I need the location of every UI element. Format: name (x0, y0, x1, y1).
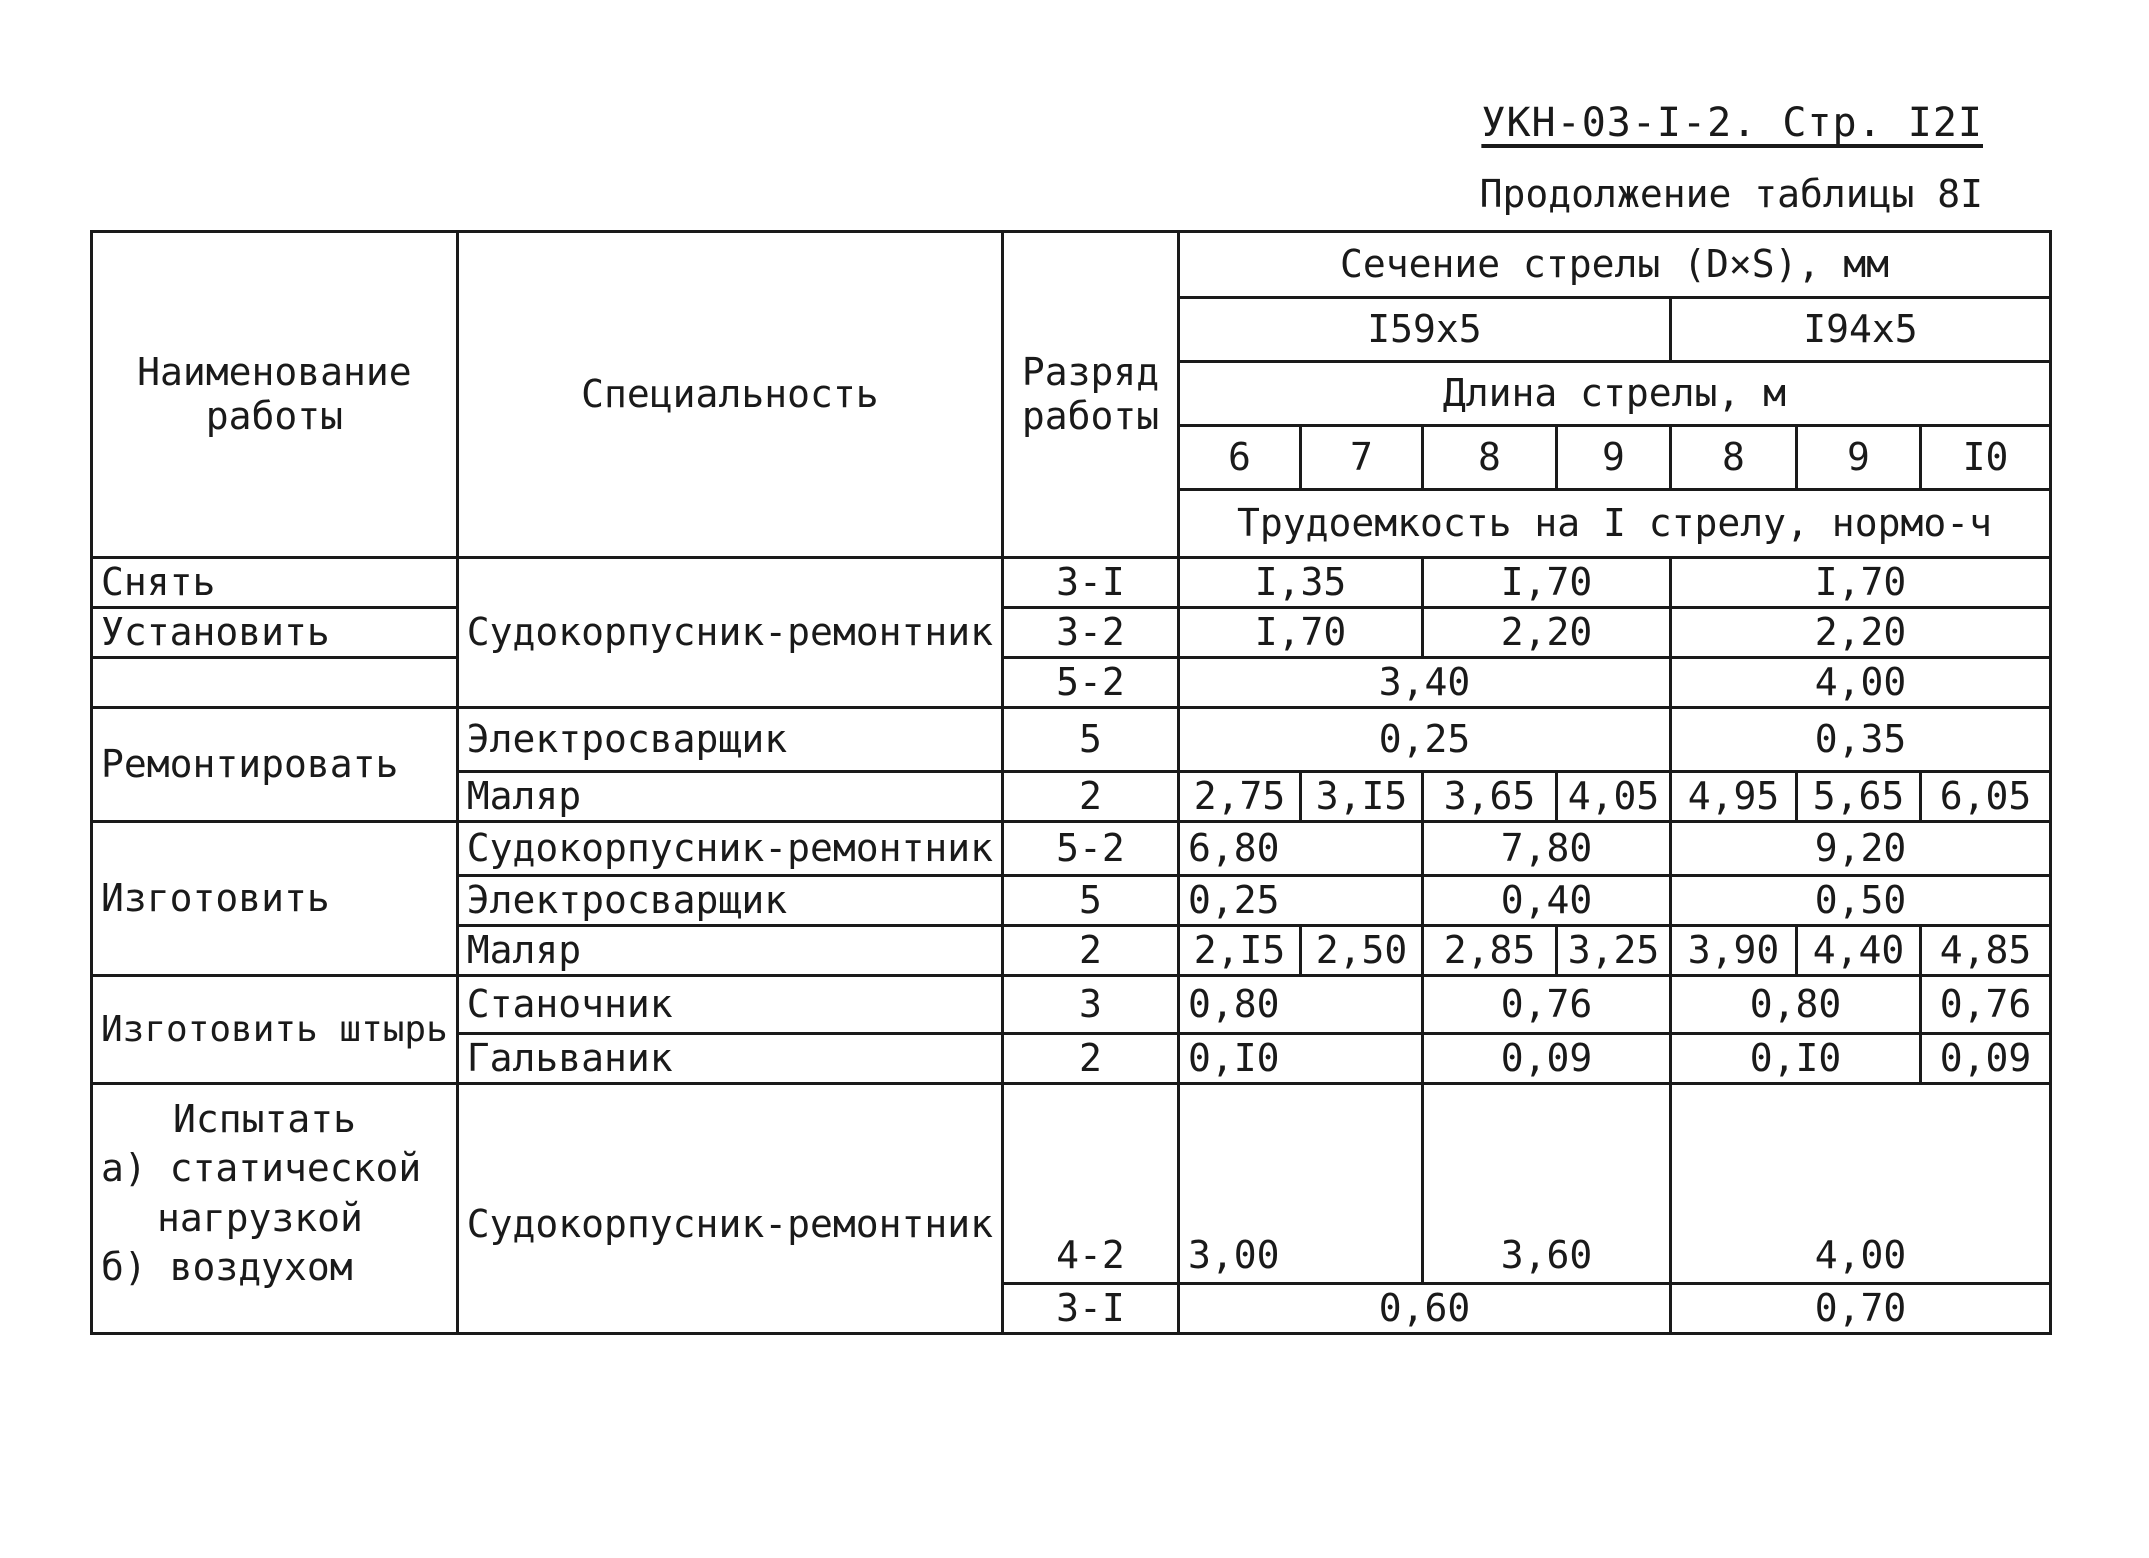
labor-value: 2,75 (1178, 772, 1300, 822)
labor-value: 0,I0 (1178, 1034, 1422, 1084)
labor-value: 2,20 (1422, 608, 1670, 658)
work-name: Изготовить (92, 822, 458, 976)
test-line: Испытать (173, 1097, 357, 1141)
grade: 3-I (1002, 1284, 1178, 1334)
labor-value: 0,I0 (1670, 1034, 1920, 1084)
labor-value: 0,80 (1670, 976, 1920, 1034)
labor-value: 6,80 (1178, 822, 1422, 876)
labor-value: I,70 (1670, 558, 2050, 608)
length-value: 7 (1300, 426, 1422, 490)
col-header-section: Сечение стрелы (D×S), мм (1178, 232, 2050, 298)
labor-value: 0,25 (1178, 708, 1670, 772)
labor-value: 3,40 (1178, 658, 1670, 708)
length-value: 8 (1670, 426, 1796, 490)
test-line: нагрузкой (157, 1195, 363, 1240)
labor-value: 3,I5 (1300, 772, 1422, 822)
labor-norms-table (90, 230, 2052, 1335)
labor-value: 0,09 (1920, 1034, 2050, 1084)
table-row (92, 608, 2051, 658)
labor-value: 0,25 (1178, 876, 1422, 926)
document-reference: УКН-03-I-2. Стр. I2I (1481, 100, 1983, 146)
labor-value: 0,09 (1422, 1034, 1670, 1084)
labor-value: 0,70 (1670, 1284, 2050, 1334)
labor-value: 6,05 (1920, 772, 2050, 822)
labor-value: 3,65 (1422, 772, 1556, 822)
col-header-size-159: I59x5 (1178, 298, 1670, 362)
table-continuation-caption: Продолжение таблицы 8I (1479, 172, 1983, 216)
labor-value: I,70 (1422, 558, 1670, 608)
work-name: Снять (92, 558, 458, 608)
grade: 2 (1002, 1034, 1178, 1084)
work-name: Ремонтировать (92, 708, 458, 822)
specialty: Гальваник (457, 1034, 1002, 1084)
labor-value: 9,20 (1670, 822, 2050, 876)
specialty: Маляр (457, 772, 1002, 822)
labor-value: 0,50 (1670, 876, 2050, 926)
labor-value: 0,76 (1422, 976, 1670, 1034)
labor-value: 2,50 (1300, 926, 1422, 976)
table-row (92, 558, 2051, 608)
labor-value: 3,90 (1670, 926, 1796, 976)
labor-value: 0,35 (1670, 708, 2050, 772)
labor-value: 4,00 (1670, 658, 2050, 708)
labor-value: 3,00 (1178, 1084, 1422, 1284)
table-row (92, 658, 2051, 708)
test-line: б) воздухом (101, 1245, 353, 1290)
grade: 3 (1002, 976, 1178, 1034)
labor-value: 5,65 (1796, 772, 1920, 822)
col-header-name: Наименование работы (92, 232, 458, 558)
labor-value: 3,25 (1556, 926, 1670, 976)
table-row (92, 1084, 2051, 1284)
labor-value: 4,95 (1670, 772, 1796, 822)
grade: 5-2 (1002, 658, 1178, 708)
col-header-specialty: Специальность (457, 232, 1002, 558)
specialty: Электросварщик (457, 708, 1002, 772)
length-value: 9 (1796, 426, 1920, 490)
work-name-empty (92, 658, 458, 708)
grade: 3-I (1002, 558, 1178, 608)
grade: 3-2 (1002, 608, 1178, 658)
labor-value: I,35 (1178, 558, 1422, 608)
labor-value: 7,80 (1422, 822, 1670, 876)
specialty: Судокорпусник-ремонтник (457, 822, 1002, 876)
work-name: Установить (92, 608, 458, 658)
specialty: Электросварщик (457, 876, 1002, 926)
labor-value: 0,76 (1920, 976, 2050, 1034)
length-value: I0 (1920, 426, 2050, 490)
col-header-labor: Трудоемкость на I стрелу, нормо-ч (1178, 490, 2050, 558)
grade: 4-2 (1002, 1084, 1178, 1284)
labor-value: 0,40 (1422, 876, 1670, 926)
specialty: Станочник (457, 976, 1002, 1034)
grade: 5 (1002, 708, 1178, 772)
labor-value: 3,60 (1422, 1084, 1670, 1284)
grade: 2 (1002, 772, 1178, 822)
labor-value: 0,60 (1178, 1284, 1670, 1334)
col-header-size-194: I94x5 (1670, 298, 2050, 362)
specialty: Судокорпусник-ремонтник (457, 558, 1002, 708)
grade: 5-2 (1002, 822, 1178, 876)
work-name: Изготовить штырь (92, 976, 458, 1084)
grade: 5 (1002, 876, 1178, 926)
length-value: 9 (1556, 426, 1670, 490)
labor-value: 4,00 (1670, 1084, 2050, 1284)
labor-value: 4,40 (1796, 926, 1920, 976)
labor-value: 4,05 (1556, 772, 1670, 822)
specialty: Судокорпусник-ремонтник (457, 1084, 1002, 1334)
labor-value: 2,85 (1422, 926, 1556, 976)
col-header-length: Длина стрелы, м (1178, 362, 2050, 426)
table-row (92, 708, 2051, 772)
length-value: 6 (1178, 426, 1300, 490)
length-value: 8 (1422, 426, 1556, 490)
labor-value: 2,20 (1670, 608, 2050, 658)
table-row (92, 976, 2051, 1034)
test-line: а) статической (101, 1146, 422, 1191)
labor-value: 0,80 (1178, 976, 1422, 1034)
labor-value: I,70 (1178, 608, 1422, 658)
labor-value: 2,I5 (1178, 926, 1300, 976)
labor-value: 4,85 (1920, 926, 2050, 976)
table-row (92, 822, 2051, 876)
grade: 2 (1002, 926, 1178, 976)
work-name-test (92, 1084, 458, 1334)
specialty: Маляр (457, 926, 1002, 976)
col-header-grade: Разряд работы (1002, 232, 1178, 558)
